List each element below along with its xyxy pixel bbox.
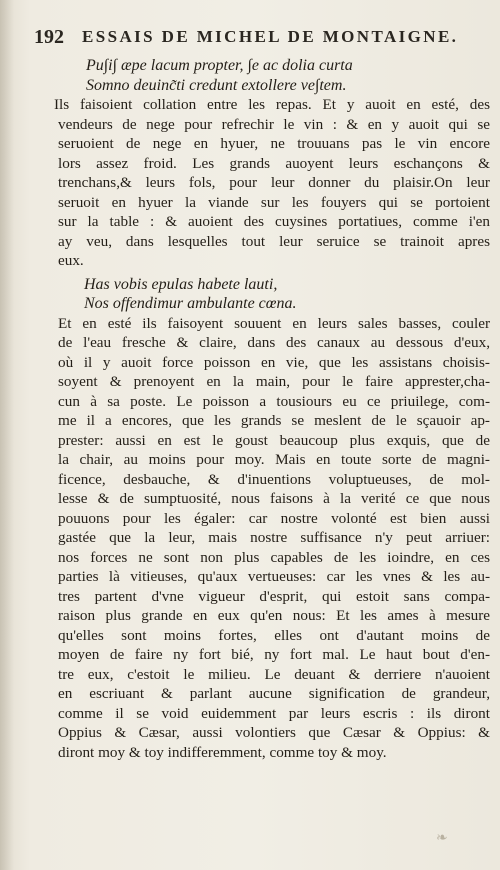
page-header (34, 26, 474, 50)
text-line: sur la table : & auoient des cuysines portatiues, comme i'en (58, 213, 490, 230)
text-line: prester: aussi en est le goust beaucoup plus exquis, que de (58, 431, 490, 449)
page-smudge-ornament: ❧ (436, 830, 448, 846)
text-line: trenchans,& leurs fols, pour leur donner du plaisir.On leur (58, 174, 490, 191)
text-line: Ils faisoient collation entre les repas. Et y auoit en esté, des (54, 96, 490, 113)
text-line: vendeurs de nege pour refrechir le vin : & en y auoit qui se (58, 115, 490, 133)
text-line: comme il se void euidemment par leurs escris : ils diront (58, 704, 490, 722)
text-line: cun à sa poste. Le poisson a tousiours eu ce priuilege, com- (58, 392, 490, 410)
running-head: ESSAIS DE MICHEL DE MONTAIGNE. (82, 27, 459, 46)
text-line: parties là vitieuses, qu'aux vertueuses: car les vnes & les au- (58, 568, 490, 585)
text-line: la chair, au moins pour moy. Mais en toute sorte de magni- (58, 451, 490, 468)
verse-line: Nos offendimur ambulante cœna. (84, 295, 297, 312)
gutter-shadow (0, 0, 14, 870)
text-line: lesse & de sumptuosité, nous faisons à la verité ce que nous (58, 490, 490, 507)
text-line: seruoient de nege en hyuer, ne trouuans pas le vin encore (58, 135, 490, 152)
text-line: gastée que la leur, mais nostre suffisance n'y peut arriuer: (58, 529, 490, 546)
text-line: ay veu, dans lesquelles tout leur seruice se trainoit apres (58, 232, 490, 250)
text-line: lors assez froid. Les grands auoyent leurs eschançons & (58, 154, 490, 172)
text-block (54, 56, 490, 762)
verse-line: Pu∫i∫ æpe lacum propter, ∫e ac dolia curta (86, 57, 353, 74)
text-line: me il a encores, que les grands se meslent de le sçauoir ap- (58, 412, 490, 429)
text-line: moyen de faire ny fort bié, ny fort mal. Le haut bout d'en- (58, 646, 490, 663)
text-line: pouuons pour les égaler: car nostre volonté est bien aussi (58, 509, 490, 527)
text-line: soyent & prenoyent en la main, pour le faire apprester,cha- (58, 373, 490, 390)
verse-line: Has vobis epulas habete lauti, (84, 275, 278, 293)
text-line: en escriuant & parlant aucune signification de grandeur, (58, 685, 490, 702)
text-line: seruoit en hyuer la viande sur les fouyers qui se portoient (58, 193, 490, 211)
text-line: Et en esté ils faisoyent souuent en leurs sales basses, couler (58, 314, 490, 332)
text-line: qu'elles sont moins fortes, elles ont d'autant moins de (58, 626, 490, 644)
text-line: de l'eau fresche & claire, dans des canaux au dessous d'eux, (58, 334, 490, 351)
text-line: eux. (58, 252, 84, 269)
page-number: 192 (34, 26, 64, 48)
text-line: Oppius & Cæsar, aussi volontiers que Cæsar & Oppius: & (58, 724, 490, 741)
text-line: diront moy & toy indifferemment, comme toy & moy. (58, 743, 387, 761)
verse-line: Somno deuinc̃ti credunt extollere ve∫tem. (86, 76, 347, 94)
text-line: ficence, desbauche, & d'inuentions voluptueuses, de mol- (58, 470, 490, 488)
text-line: raison plus grande en eux qu'en nous: Et les ames à mesure (58, 607, 490, 624)
text-line: où il y auoit force poisson en vie, que les assistans choisis- (58, 353, 490, 371)
text-line: tre eux, c'estoit le milieu. Le deuant & derriere n'auoient (58, 665, 490, 683)
text-line: tres partent d'vne vigueur d'esprit, qui estoit sans compa- (58, 587, 490, 605)
text-line: nos forces ne sont non plus capables de les ioindre, en ces (58, 548, 490, 566)
